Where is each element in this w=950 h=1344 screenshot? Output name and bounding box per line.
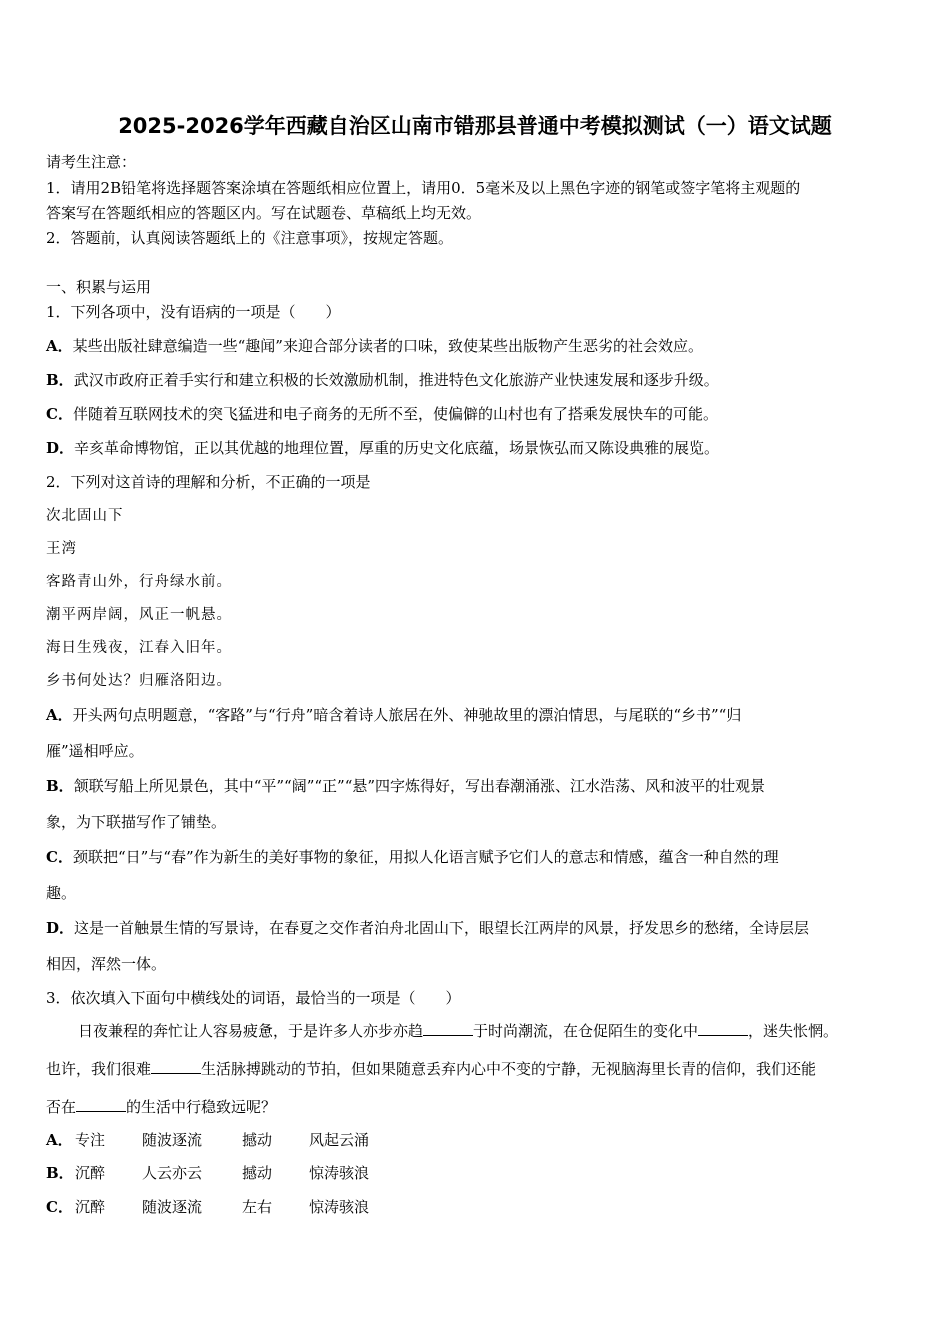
option-text: 颔联写船上所见景色，其中“平”“阔”“正”“悬”四字炼得好，写出春潮涌涨、江水浩荡、风和波平的壮观景 <box>73 777 766 795</box>
question-2-option-c-line-1 <box>46 847 779 867</box>
option-word: 风起云涌 <box>309 1131 370 1149</box>
option-letter: A． <box>46 1131 73 1149</box>
question-3-passage-line-3 <box>46 1097 276 1117</box>
question-2-option-d-line-2: 相因，浑然一体。 <box>46 955 167 973</box>
question-1-option-b <box>46 370 719 390</box>
page-title: 2025-2026学年西藏自治区山南市错那县普通中考模拟测试（一）语文试题 <box>118 114 832 138</box>
notice-item-2: 2．答题前，认真阅读答题纸上的《注意事项》，按规定答题。 <box>46 229 454 247</box>
passage-text: 生活脉搏跳动的节拍，但如果随意丢弃内心中不变的宁静，无视脑海里长青的信仰，我们还能 <box>201 1060 817 1078</box>
passage-text: 于时尚潮流，在仓促陌生的变化中 <box>473 1022 699 1040</box>
question-2-option-d-line-1 <box>46 918 809 938</box>
fill-blank-2 <box>698 1021 748 1036</box>
option-letter: A． <box>46 337 73 355</box>
option-word: 撼动 <box>242 1164 273 1182</box>
question-1-option-a <box>46 336 703 356</box>
option-text: 颈联把“日”与“春”作为新生的美好事物的象征，用拟人化语言赋予它们人的意志和情感，蕴含一种自然的理 <box>72 848 779 866</box>
poem-title: 次北固山下 <box>46 508 124 524</box>
option-text: 武汉市政府正着手实行和建立积极的长效激励机制，推进特色文化旅游产业快速发展和逐步升级。 <box>73 371 719 389</box>
option-word: 随波逐流 <box>142 1131 203 1149</box>
question-2-option-b-line-1 <box>46 776 765 796</box>
option-word: 人云亦云 <box>142 1164 203 1182</box>
option-letter: B． <box>46 371 74 389</box>
question-3-passage-line-2 <box>46 1059 816 1079</box>
option-letter: C． <box>46 848 73 866</box>
option-word: 随波逐流 <box>142 1198 203 1216</box>
option-letter: C． <box>46 405 73 423</box>
fill-blank-4 <box>76 1097 126 1112</box>
option-letter: B． <box>46 777 74 795</box>
option-text: 这是一首触景生情的写景诗，在春夏之交作者泊舟北固山下，眼望长江两岸的风景，抒发思乡的愁绪，全诗层层 <box>74 919 810 937</box>
poem-line: 潮平两岸阔，风正一帆悬。 <box>46 607 232 623</box>
poem-line: 海日生残夜，江春入旧年。 <box>46 640 232 656</box>
option-letter: D． <box>46 919 75 937</box>
passage-text: 的生活中行稳致远呢？ <box>126 1098 277 1116</box>
option-word: 撼动 <box>242 1131 273 1149</box>
poem-author: 王湾 <box>46 541 77 557</box>
passage-text: 日夜兼程的奔忙让人容易疲惫，于是许多人亦步亦趋 <box>78 1022 424 1040</box>
option-word: 惊涛骇浪 <box>309 1164 370 1182</box>
question-2-option-a-line-2: 雁”遥相呼应。 <box>46 742 144 760</box>
question-2-option-a-line-1 <box>46 705 741 725</box>
fill-blank-3 <box>151 1059 201 1074</box>
poem-line: 客路青山外，行舟绿水前。 <box>46 574 232 590</box>
passage-text: 也许，我们很难 <box>46 1060 152 1078</box>
notice-heading: 请考生注意： <box>46 153 137 171</box>
passage-text: ，迷失怅惘。 <box>748 1022 839 1040</box>
option-letter: B． <box>46 1164 74 1182</box>
question-1-option-d <box>46 438 719 458</box>
option-letter: D． <box>46 439 75 457</box>
option-word: 沉醉 <box>75 1164 106 1182</box>
option-text: 开头两句点明题意，“客路”与“行舟”暗含着诗人旅居在外、神驰故里的漂泊情思，与尾联的“乡书”“归 <box>72 706 742 724</box>
notice-item-1-line-1: 1．请用2B铅笔将选择题答案涂填在答题纸相应位置上，请用0．5毫米及以上黑色字迹的钢笔或签字笔将主观题的 <box>46 179 801 197</box>
option-letter: C． <box>46 1198 73 1216</box>
fill-blank-1 <box>423 1021 473 1036</box>
question-3-stem: 3．依次填入下面句中横线处的词语，最恰当的一项是（ ） <box>46 989 461 1007</box>
question-2-stem: 2．下列对这首诗的理解和分析，不正确的一项是 <box>46 473 371 491</box>
option-word: 左右 <box>242 1198 273 1216</box>
question-2-option-b-line-2: 象，为下联描写作了铺垫。 <box>46 813 227 831</box>
question-3-passage-line-1 <box>78 1021 838 1041</box>
option-text: 某些出版社肆意编造一些“趣闻”来迎合部分读者的口味，致使某些出版物产生恶劣的社会效应。 <box>72 337 703 355</box>
option-text: 辛亥革命博物馆，正以其优越的地理位置，厚重的历史文化底蕴，场景恢弘而又陈设典雅的展览。 <box>74 439 720 457</box>
question-1-stem: 1．下列各项中，没有语病的一项是（ ） <box>46 303 341 321</box>
option-word: 专注 <box>75 1131 106 1149</box>
passage-text: 否在 <box>46 1098 77 1116</box>
section-heading: 一、积累与运用 <box>46 278 152 296</box>
notice-item-1-line-2: 答案写在答题纸相应的答题区内。写在试题卷、草稿纸上均无效。 <box>46 204 482 222</box>
poem-line: 乡书何处达？归雁洛阳边。 <box>46 673 232 689</box>
option-text: 伴随着互联网技术的突飞猛进和电子商务的无所不至，使偏僻的山村也有了搭乘发展快车的可能。 <box>72 405 718 423</box>
option-word: 惊涛骇浪 <box>309 1198 370 1216</box>
option-word: 沉醉 <box>75 1198 106 1216</box>
question-1-option-c <box>46 404 718 424</box>
option-letter: A． <box>46 706 73 724</box>
question-2-option-c-line-2: 趣。 <box>46 884 77 902</box>
